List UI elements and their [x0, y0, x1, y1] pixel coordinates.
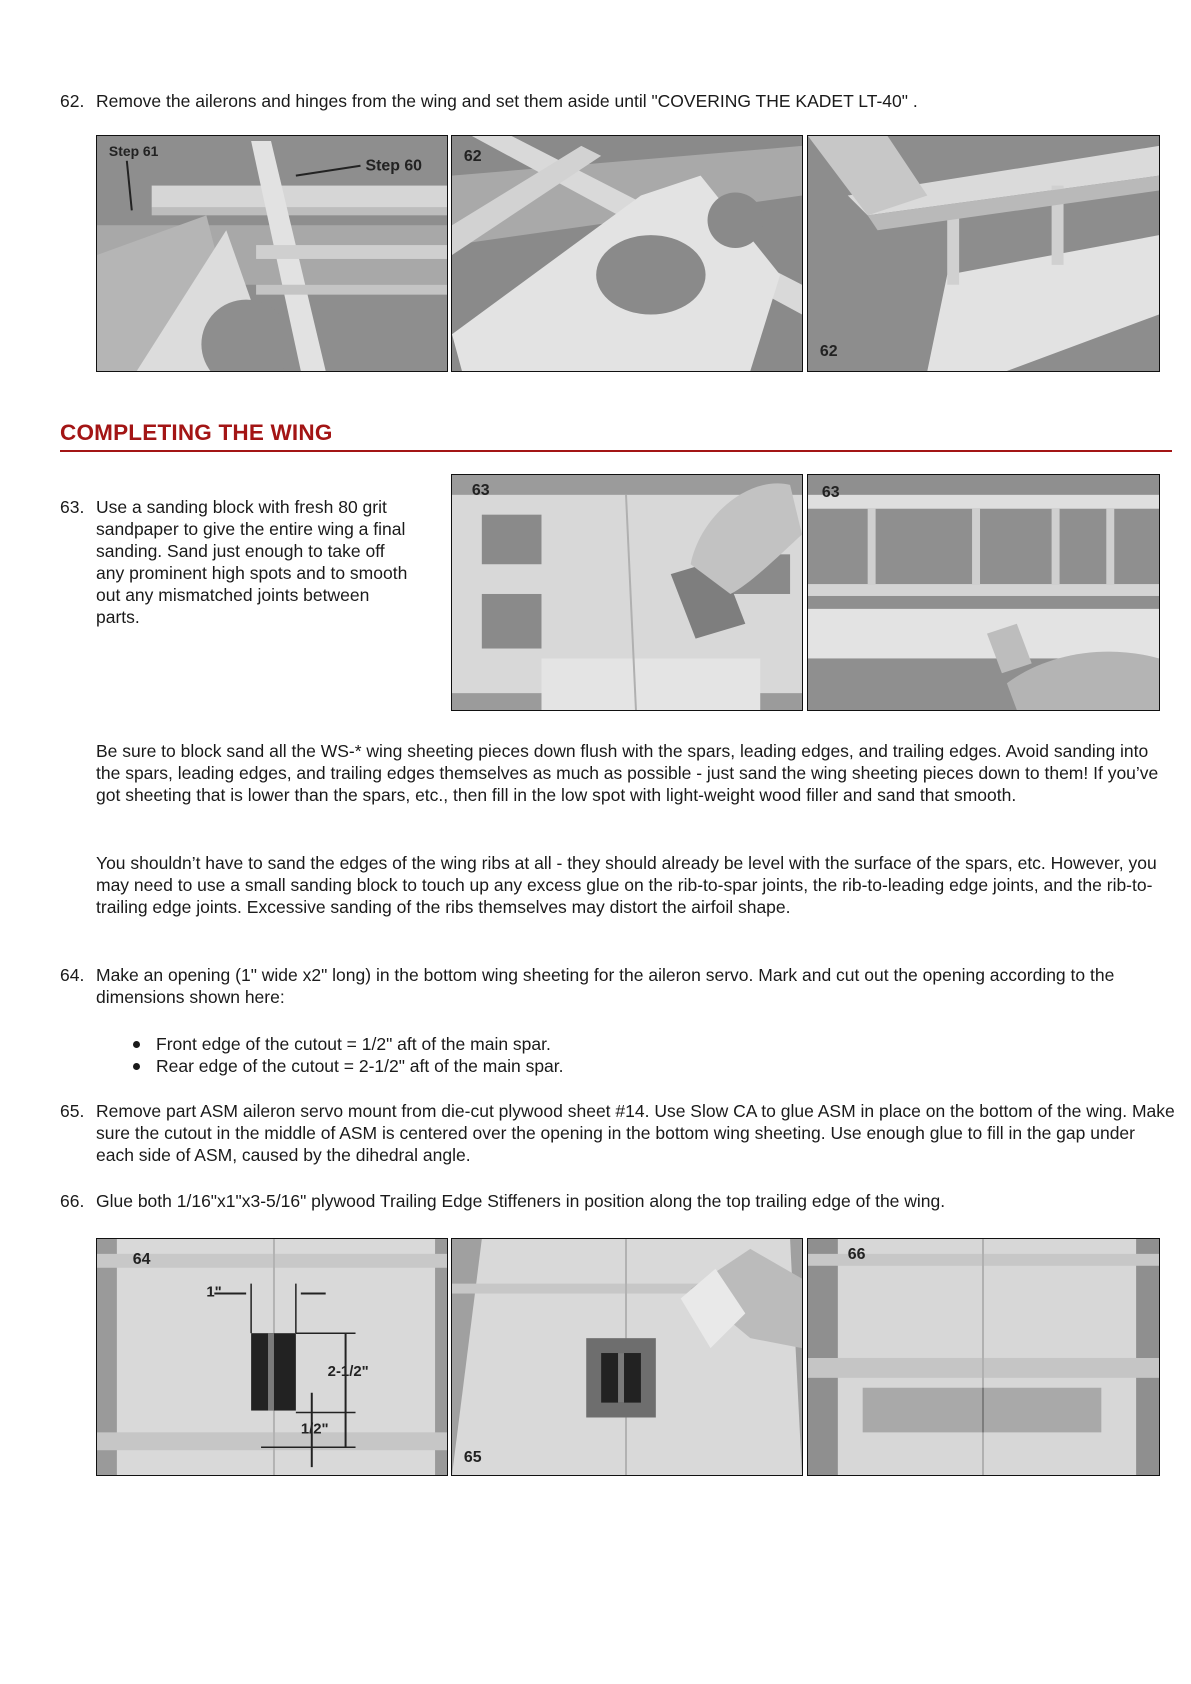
bullet-item [156, 1055, 1156, 1077]
step-63-label: 63 [471, 481, 490, 499]
step-62-number: 62. [60, 91, 85, 111]
photo-step-64-dimensions [96, 1238, 448, 1476]
step-63-line: out any mismatched joints between [96, 585, 370, 605]
step-63-line: any prominent high spots and to smooth [96, 563, 408, 583]
step-63-text [96, 496, 446, 628]
step-63-number: 63. [60, 497, 85, 517]
step-60-label: Step 60 [365, 157, 423, 175]
photo-step-66-stiffeners [807, 1238, 1160, 1476]
step-63-line: sandpaper to give the entire wing a final [96, 519, 406, 539]
step-66-text: Glue both 1/16"x1"x3-5/16" plywood Trailing Edge Stiffeners in position along the top trailing edge of the wing. [96, 1191, 946, 1211]
step-63-paragraph-2: You shouldn’t have to sand the edges of the wing ribs at all - they should already be level with the surface of the spars, etc. However, you may need to use a small sanding block to touch up any excess glue on the rib-to-spar joints, the rib-to-leading edge joints, and the rib-to-trailing edge joints. Excessive sanding of the ribs themselves may distort the airfoil shape. [96, 853, 1157, 917]
step-62-label-2: 62 [819, 343, 838, 361]
photo-step-62-aileron [807, 135, 1160, 372]
dimension-rear-label: 2-1/2" [327, 1363, 369, 1380]
photo-step-63-sanding-block [451, 474, 803, 711]
step-63-label-2: 63 [821, 483, 840, 501]
bullet-text: Rear edge of the cutout = 2-1/2" aft of the main spar. [156, 1056, 564, 1076]
photo-step-61-60 [96, 135, 448, 372]
step-66-number: 66. [60, 1191, 85, 1211]
step-61-label: Step 61 [108, 142, 159, 159]
photo-step-62-wingtip [451, 135, 803, 372]
step-63-line: parts. [96, 607, 140, 627]
step-64-label: 64 [132, 1250, 151, 1268]
bullet-item [156, 1033, 1156, 1055]
step-62-text: Remove the ailerons and hinges from the wing and set them aside until "COVERING THE KADET LT-40" . [96, 91, 918, 111]
step-63-line: Use a sanding block with fresh 80 grit [96, 497, 387, 517]
step-62-label: 62 [463, 147, 482, 165]
step-65-text: Remove part ASM aileron servo mount from die-cut plywood sheet #14. Use Slow CA to glue ASM in place on the bottom of the wing. Make sure the cutout in the middle of ASM is centered over the opening in the bottom wing sheeting. Use enough glue to fill in the gap under each side of ASM, caused by the dihedral angle. [96, 1101, 1175, 1165]
step-64-bullet-list [156, 1033, 1156, 1077]
step-65-label: 65 [463, 1449, 482, 1467]
dimension-width-label: 1" [206, 1284, 222, 1301]
step-63-line: sanding. Sand just enough to take off [96, 541, 385, 561]
photo-step-65-servo-mount [451, 1238, 803, 1476]
step-64-text: Make an opening (1" wide x2" long) in the bottom wing sheeting for the aileron servo. Mark and cut out the opening according to the dimensions shown here: [96, 965, 1115, 1007]
photo-step-63-small-block [807, 474, 1160, 711]
bullet-text: Front edge of the cutout = 1/2" aft of the main spar. [156, 1034, 551, 1054]
step-66-label: 66 [847, 1245, 866, 1263]
step-63-paragraph-1: Be sure to block sand all the WS-* wing sheeting pieces down flush with the spars, leading edges, and trailing edges. Avoid sanding into the spars, leading edges, and trailing edges themselves as much as possible - just sand the wing sheeting pieces down to them! If you’ve got sheeting that is lower than the spars, etc., then fill in the low spot with light-weight wood filler and sand that smooth. [96, 741, 1159, 805]
step-65-number: 65. [60, 1101, 85, 1121]
dimension-front-label: 1/2" [300, 1421, 329, 1438]
section-divider [60, 450, 1172, 452]
step-64-number: 64. [60, 965, 85, 985]
section-title: COMPLETING THE WING [60, 420, 333, 445]
